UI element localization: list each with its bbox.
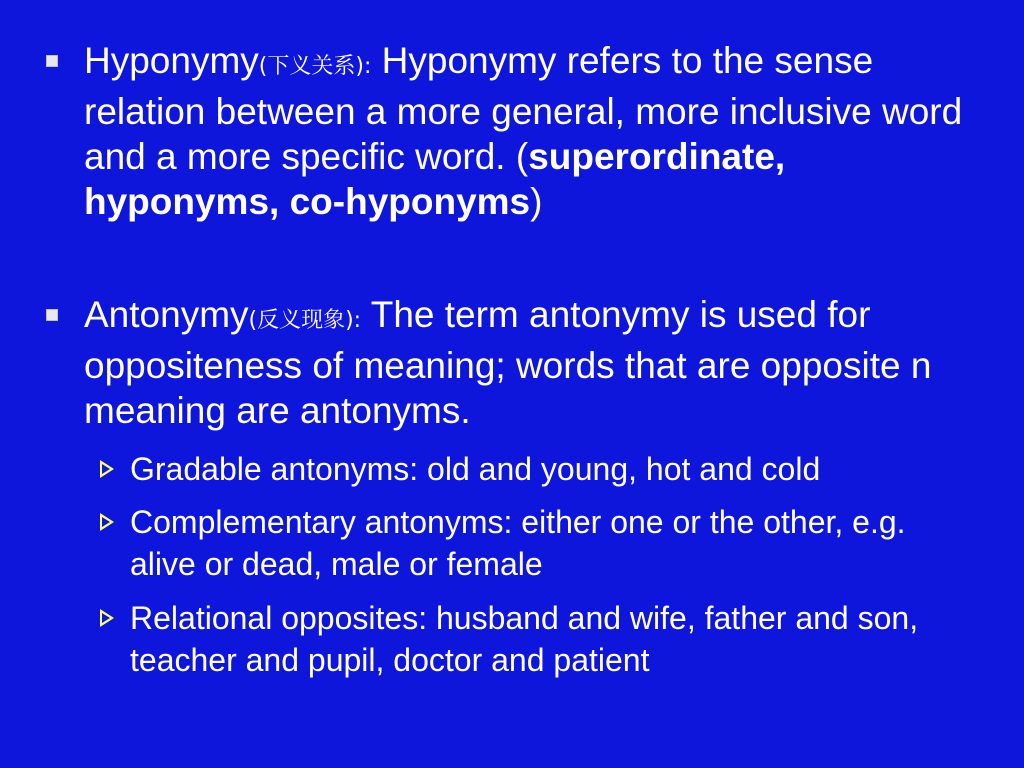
term-antonymy: Antonymy bbox=[84, 294, 249, 335]
bold-terms-hyponymy: superordinate, hyponyms, co-hyponyms bbox=[84, 136, 786, 222]
definition-hyponymy: Hyponymy refers to the sense relation between a more general, more inclusive word and a more specific word. ( bbox=[84, 40, 963, 177]
bullet-hyponymy bbox=[84, 38, 964, 224]
sub-bullet-text: Gradable antonyms: old and young, hot and cold bbox=[130, 451, 821, 487]
definition-antonymy: The term antonymy is used for oppositeness of meaning; words that are opposite n meaning are antonyms. bbox=[84, 294, 932, 431]
square-bullet-icon bbox=[46, 55, 58, 67]
bullet-antonymy bbox=[84, 292, 964, 433]
sub-bullet-complementary bbox=[130, 501, 930, 585]
square-bullet-icon bbox=[46, 309, 58, 321]
cjk-antonymy: (反义现象): bbox=[248, 308, 362, 333]
arrow-bullet-icon bbox=[100, 460, 114, 478]
sub-bullet-text: Complementary antonyms: either one or the other, e.g. alive or dead, male or female bbox=[130, 504, 906, 582]
term-hyponymy: Hyponymy bbox=[84, 40, 259, 81]
arrow-bullet-icon bbox=[100, 609, 114, 627]
arrow-bullet-icon bbox=[100, 513, 114, 531]
cjk-hyponymy: (下义关系): bbox=[258, 54, 372, 79]
sub-bullet-gradable bbox=[130, 448, 1010, 490]
sub-bullet-relational bbox=[130, 597, 960, 681]
sub-bullet-text: Relational opposites: husband and wife, father and son, teacher and pupil, doctor and patient bbox=[130, 600, 919, 678]
closing-paren-hyponymy: ) bbox=[530, 181, 543, 222]
